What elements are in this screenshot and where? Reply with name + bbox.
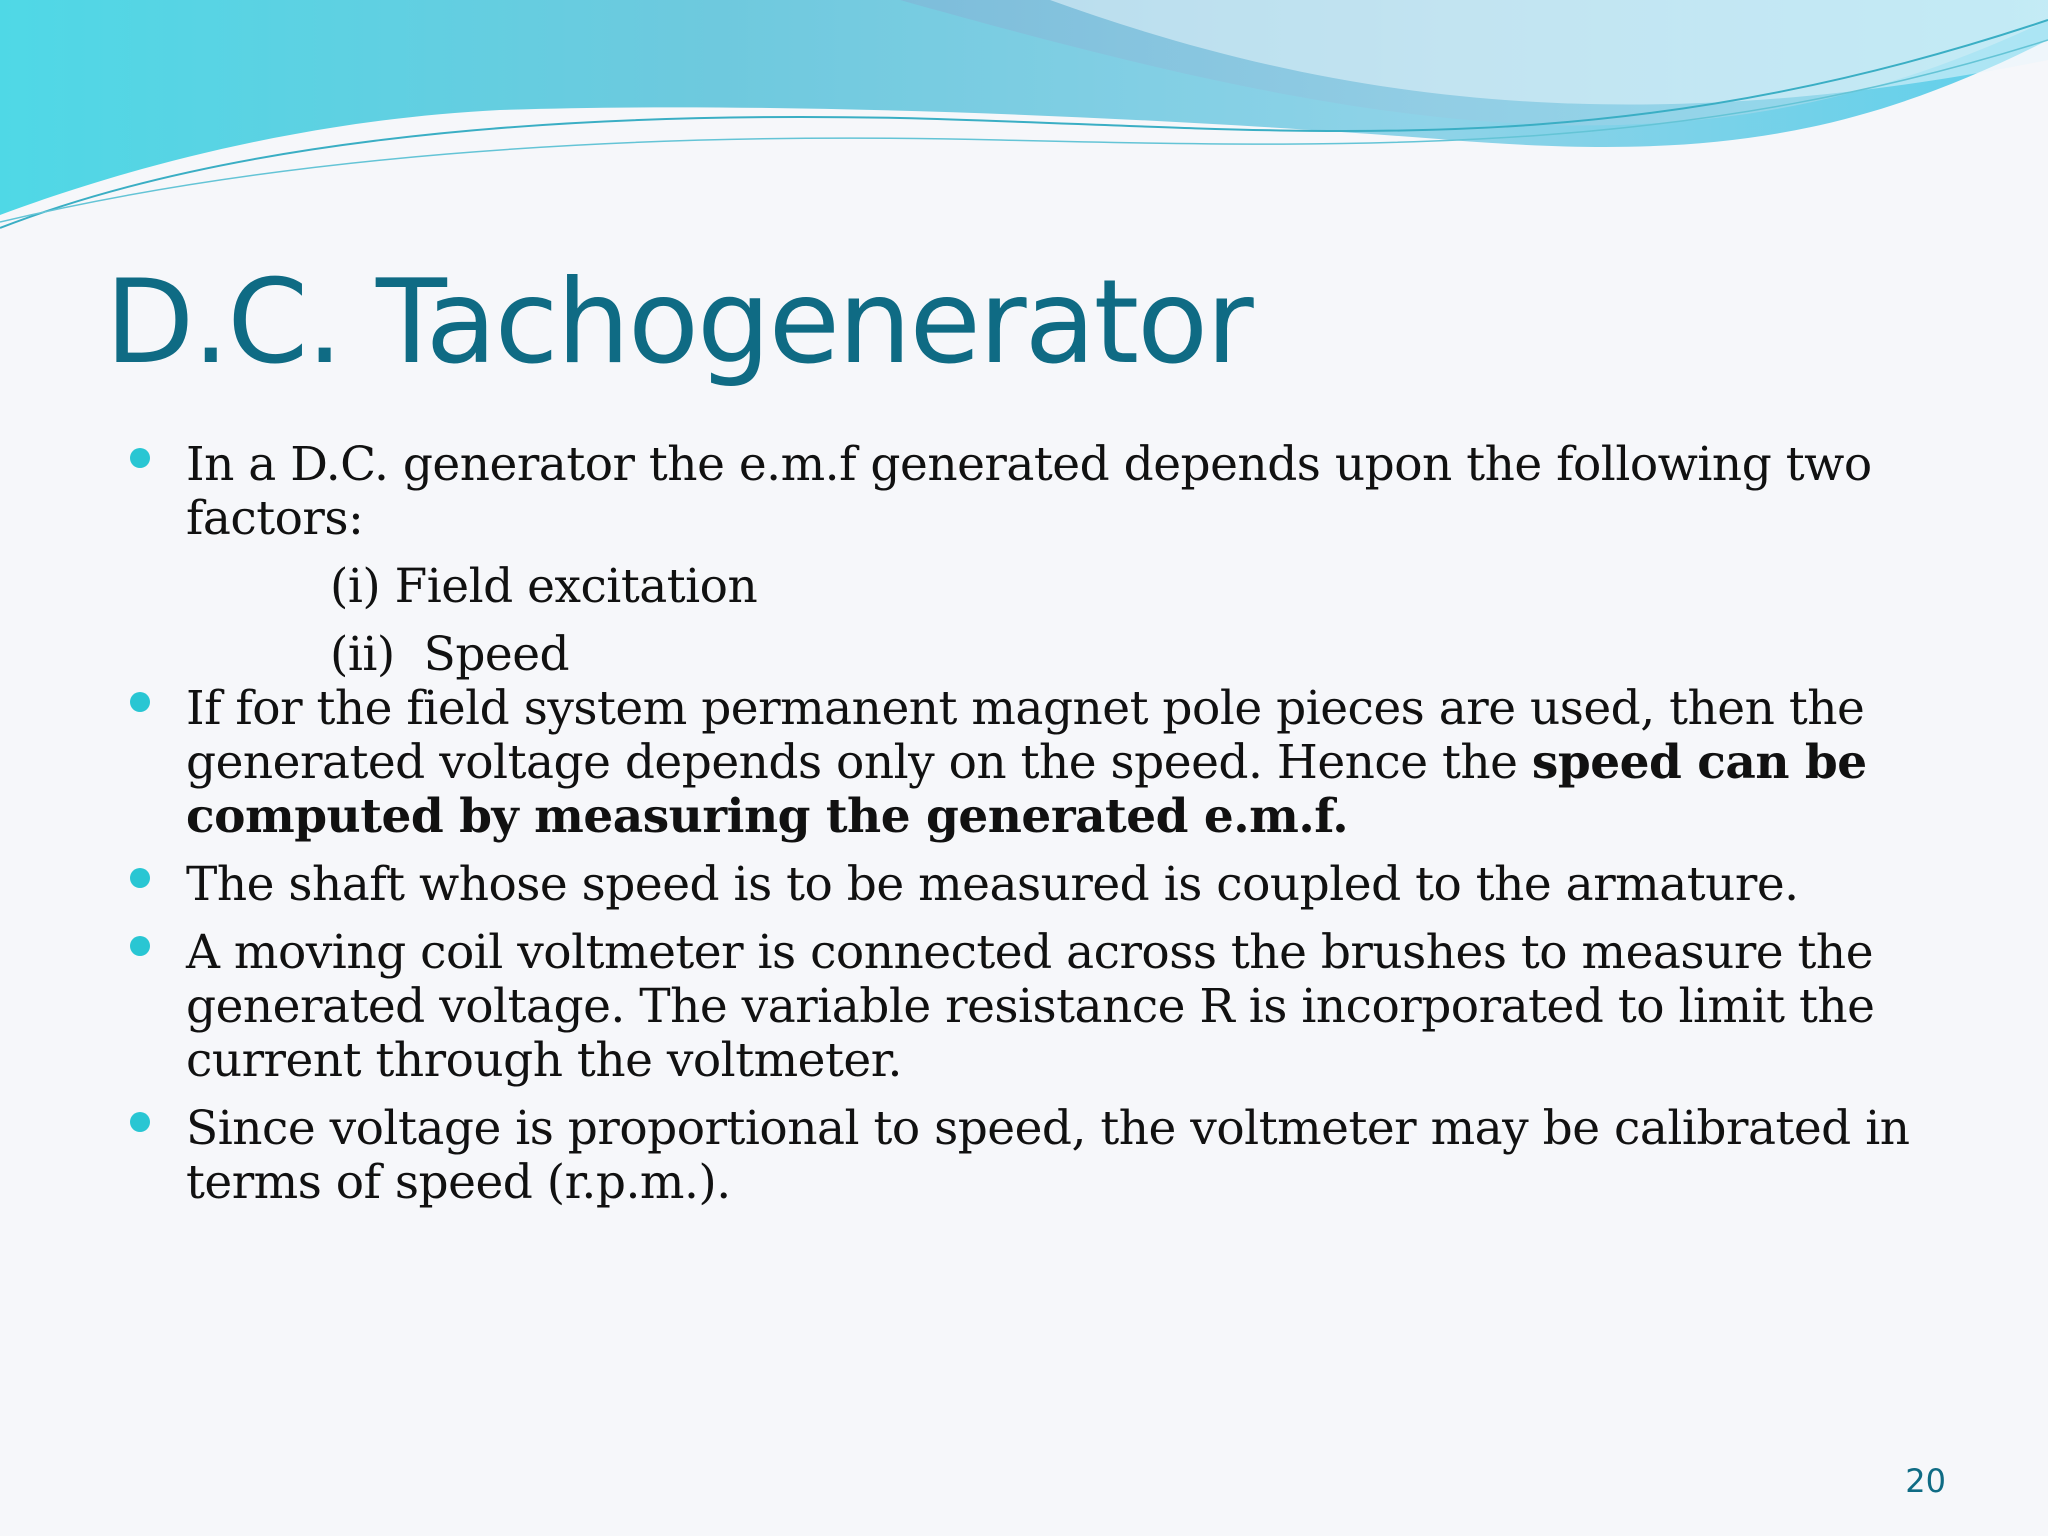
bullet-item-1: [120, 438, 1950, 546]
bullet-item-4: [120, 926, 1950, 1088]
factor-item-1: (i) Field excitation: [330, 559, 758, 614]
bullet-dot-icon: [130, 868, 150, 888]
bullet-text: In a D.C. generator the e.m.f generated depends upon the following two factors:: [186, 437, 1872, 546]
bullet-item-3: [120, 858, 1950, 912]
bullet-item-2: [120, 682, 1950, 844]
bullet-text: If for the field system permanent magnet pole pieces are used, then the generated voltage depends only on the speed. Hence the: [186, 681, 1865, 790]
bullet-text: Since voltage is proportional to speed, the voltmeter may be calibrated in terms of speed (r.p.m.).: [186, 1101, 1910, 1210]
bullet-text: A moving coil voltmeter is connected across the brushes to measure the generated voltage. The variable resistance R is incorporated to limit the current through the voltmeter.: [186, 925, 1875, 1088]
factor-item-2: (ii) Speed: [330, 627, 570, 682]
bullet-text: The shaft whose speed is to be measured is coupled to the armature.: [186, 857, 1799, 912]
factor-list: [120, 560, 1950, 682]
bullet-dot-icon: [130, 1112, 150, 1132]
bullet-list: [120, 438, 1950, 1210]
slide-title: D.C. Tachogenerator: [105, 255, 1252, 390]
bullet-dot-icon: [130, 936, 150, 956]
bullet-dot-icon: [130, 448, 150, 468]
header-wave-decoration: [0, 0, 2048, 240]
bullet-item-5: [120, 1102, 1950, 1210]
bullet-bold-text: speed can be computed by measuring the generated e.m.f.: [186, 735, 1867, 844]
bullet-dot-icon: [130, 692, 150, 712]
page-number: 20: [1905, 1462, 1946, 1500]
